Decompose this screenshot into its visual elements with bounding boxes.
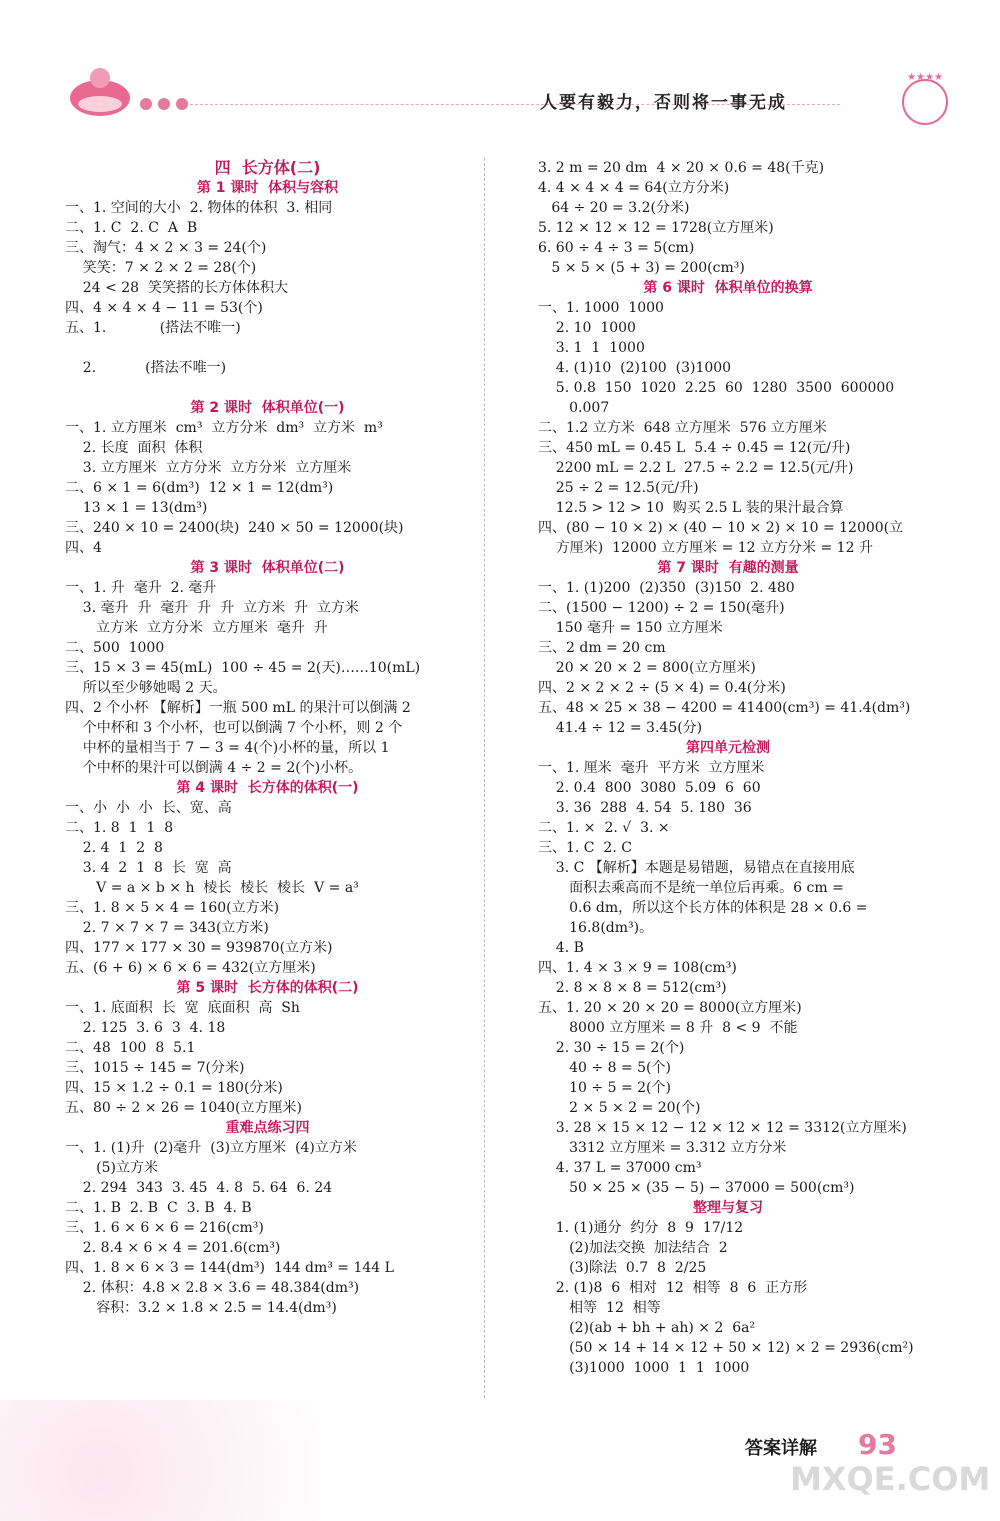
page-number: 93	[858, 1428, 897, 1461]
header-dots	[140, 95, 194, 114]
answer-line: 四、(80 − 10 × 2) × (40 − 10 × 2) × 10 = 12000(立	[538, 520, 904, 536]
answer-line: 容积：3.2 × 1.8 × 2.5 = 14.4(dm³)	[65, 1300, 337, 1316]
answer-line: 2. 8.4 × 6 × 4 = 201.6(cm³)	[65, 1240, 281, 1256]
answer-line: 5 × 5 × (5 + 3) = 200(cm³)	[538, 260, 745, 276]
answer-line: 2200 mL = 2.2 L 27.5 ÷ 2.2 = 12.5(元/升)	[538, 460, 854, 476]
answer-line: 二、1. B 2. B C 3. B 4. B	[65, 1200, 252, 1216]
answer-line: 相等 12 相等	[538, 1300, 661, 1316]
answer-line: 41.4 ÷ 12 = 3.45(分)	[538, 720, 703, 736]
answer-line: 五、1. (搭法不唯一)	[65, 320, 241, 336]
answer-line: 三、450 mL = 0.45 L 5.4 ÷ 0.45 = 12(元/升)	[538, 440, 851, 456]
watermark: MXQE.COM	[790, 1460, 991, 1498]
answer-line: 一、1. 空间的大小 2. 物体的体积 3. 相同	[65, 200, 333, 216]
section-heading: 第四单元检测	[686, 740, 770, 756]
answer-line: 二、1. × 2. √ 3. ×	[538, 820, 670, 836]
answer-line: 三、淘气：4 × 2 × 3 = 24(个)	[65, 240, 267, 256]
answer-line: 0.6 dm，所以这个长方体的体积是 28 × 0.6 =	[538, 900, 868, 916]
answer-line: 2. 30 ÷ 15 = 2(个)	[538, 1040, 685, 1056]
answer-line: 五、80 ÷ 2 × 26 = 1040(立方厘米)	[65, 1100, 302, 1116]
answer-line: 三、1. 6 × 6 × 6 = 216(cm³)	[65, 1220, 264, 1236]
section-heading: 第 5 课时 长方体的体积(二)	[176, 980, 359, 996]
answer-line: 3. 立方厘米 立方分米 立方分米 立方厘米	[65, 460, 352, 476]
answer-line: 2. (1)8 6 相对 12 相等 8 6 正方形	[538, 1280, 808, 1296]
answer-line: 所以至少够她喝 2 天。	[65, 680, 227, 696]
answer-line: 一、1. 厘米 毫升 平方米 立方厘米	[538, 760, 765, 776]
answer-line: 25 ÷ 2 = 12.5(元/升)	[538, 480, 699, 496]
answer-line: 3312 立方厘米 = 3.312 立方分米	[538, 1140, 787, 1156]
section-heading: 第 6 课时 体积单位的换算	[643, 280, 813, 296]
answer-line: 20 × 20 × 2 = 800(立方厘米)	[538, 660, 756, 676]
answer-line: (2)(ab + bh + ah) × 2 6a²	[538, 1320, 756, 1336]
answer-line: 2. 294 343 3. 45 4. 8 5. 64 6. 24	[65, 1180, 333, 1196]
left-column	[65, 158, 470, 1318]
answer-line: 二、500 1000	[65, 640, 165, 656]
answer-line: 3. 28 × 15 × 12 − 12 × 12 × 12 = 3312(立方厘米)	[538, 1120, 907, 1136]
answer-line: 1. (1)通分 约分 8 9 17/12	[538, 1220, 744, 1236]
answer-line: 一、1. 底面积 长 宽 底面积 高 Sh	[65, 1000, 300, 1016]
answer-line: 4. 37 L = 37000 cm³	[538, 1160, 702, 1176]
answer-line: (2)加法交换 加法结合 2	[538, 1240, 728, 1256]
section-heading: 第 4 课时 长方体的体积(一)	[176, 780, 359, 796]
answer-line: 四、1. 4 × 3 × 9 = 108(cm³)	[538, 960, 737, 976]
answer-line: 四、177 × 177 × 30 = 939870(立方米)	[65, 940, 333, 956]
answer-line: 二、(1500 − 1200) ÷ 2 = 150(毫升)	[538, 600, 785, 616]
answer-line: 10 ÷ 5 = 2(个)	[538, 1080, 671, 1096]
answer-line: 2. 4 1 2 8	[65, 840, 163, 856]
answer-line: 三、1. 8 × 5 × 4 = 160(立方米)	[65, 900, 280, 916]
answer-line: 四、1. 8 × 6 × 3 = 144(dm³) 144 dm³ = 144 L	[65, 1260, 394, 1276]
page-header	[0, 0, 1000, 140]
answer-line: 0.007	[538, 400, 610, 416]
section-heading: 第 2 课时 体积单位(一)	[190, 400, 345, 416]
answer-line: 中杯的量相当于 7 − 3 = 4(个)小杯的量，所以 1	[65, 740, 390, 756]
answer-line: 3. 4 2 1 8 长 宽 高	[65, 860, 232, 876]
column-divider	[484, 158, 485, 1398]
answer-line: 一、1. (1)200 (2)350 (3)150 2. 480	[538, 580, 795, 596]
answer-line: 三、240 × 10 = 2400(块) 240 × 50 = 12000(块)	[65, 520, 404, 536]
footer-label: 答案详解	[745, 1438, 817, 1459]
answer-line: 三、2 dm = 20 cm	[538, 640, 666, 656]
answer-line: 3. 2 m = 20 dm 4 × 20 × 0.6 = 48(千克)	[538, 160, 825, 176]
answer-line: 立方米 立方分米 立方厘米 毫升 升	[65, 620, 328, 636]
answer-line: 50 × 25 × (35 − 5) − 37000 = 500(cm³)	[538, 1180, 855, 1196]
answer-line: 个中杯的果汁可以倒满 4 ÷ 2 = 2(个)小杯。	[65, 760, 363, 776]
answer-line	[65, 338, 470, 358]
answer-line: 2. 10 1000	[538, 320, 636, 336]
answer-line: 面积去乘高而不是统一单位后再乘。6 cm =	[538, 880, 844, 896]
answer-line: 3. 毫升 升 毫升 升 升 立方米 升 立方米	[65, 600, 359, 616]
answer-line: 五、(6 + 6) × 6 × 6 = 432(立方厘米)	[65, 960, 316, 976]
section-heading: 四 长方体(二)	[214, 158, 321, 177]
answer-line: 五、1. 20 × 20 × 20 = 8000(立方厘米)	[538, 1000, 802, 1016]
section-heading: 第 3 课时 体积单位(二)	[190, 560, 345, 576]
answer-line: 一、1. 立方厘米 cm³ 立方分米 dm³ 立方米 m³	[65, 420, 383, 436]
answer-line: 5. 12 × 12 × 12 = 1728(立方厘米)	[538, 220, 774, 236]
answer-line: 3. 1 1 1000	[538, 340, 645, 356]
answer-line: 16.8(dm³)。	[538, 920, 654, 936]
answer-line: 3. 36 288 4. 54 5. 180 36	[538, 800, 752, 816]
answer-line: 三、1015 ÷ 145 = 7(分米)	[65, 1060, 245, 1076]
answer-line: 5. 0.8 150 1020 2.25 60 1280 3500 600000	[538, 380, 895, 396]
answer-line: 4. 4 × 4 × 4 = 64(立方分米)	[538, 180, 730, 196]
answer-line: 四、2 个小杯 【解析】一瓶 500 mL 的果汁可以倒满 2	[65, 700, 411, 716]
answer-line: (50 × 14 + 14 × 12 + 50 × 12) × 2 = 2936(cm²)	[538, 1340, 914, 1356]
answer-line: 8000 立方厘米 = 8 升 8 < 9 不能	[538, 1020, 798, 1036]
answer-line: 2. 0.4 800 3080 5.09 6 60	[538, 780, 761, 796]
answer-line: 三、15 × 3 = 45(mL) 100 ÷ 45 = 2(天)……10(mL)	[65, 660, 421, 676]
answer-line: 2. 7 × 7 × 7 = 343(立方米)	[65, 920, 269, 936]
answer-line: 四、15 × 1.2 ÷ 0.1 = 180(分米)	[65, 1080, 283, 1096]
answer-line: 12.5 > 12 > 10 购买 2.5 L 装的果汁最合算	[538, 500, 844, 516]
answer-line: 二、1.2 立方米 648 立方厘米 576 立方厘米	[538, 420, 827, 436]
section-heading: 第 1 课时 体积与容积	[196, 180, 339, 196]
answer-line: (3)1000 1000 1 1 1000	[538, 1360, 750, 1376]
answer-line: 2. 长度 面积 体积	[65, 440, 203, 456]
corner-stamp-icon	[890, 68, 960, 128]
answer-line: 一、1. 1000 1000	[538, 300, 664, 316]
answer-line: 二、48 100 8 5.1	[65, 1040, 196, 1056]
section-heading: 第 7 课时 有趣的测量	[657, 560, 799, 576]
answer-line: 40 ÷ 8 = 5(个)	[538, 1060, 671, 1076]
answer-line: 2. (搭法不唯一)	[65, 360, 227, 376]
answer-line: 2 × 5 × 2 = 20(个)	[538, 1100, 701, 1116]
answer-line: 2. 125 3. 6 3 4. 18	[65, 1020, 226, 1036]
section-heading: 重难点练习四	[225, 1120, 310, 1136]
answer-line: 6. 60 ÷ 4 ÷ 3 = 5(cm)	[538, 240, 695, 256]
answer-line: 150 毫升 = 150 立方厘米	[538, 620, 723, 636]
answer-line: 4. B	[538, 940, 584, 956]
answer-line: 笑笑：7 × 2 × 2 = 28(个)	[65, 260, 257, 276]
answer-line: 2. 体积：4.8 × 2.8 × 3.6 = 48.384(dm³)	[65, 1280, 360, 1296]
answer-line: 13 × 1 = 13(dm³)	[65, 500, 208, 516]
answer-line: 四、2 × 2 × 2 ÷ (5 × 4) = 0.4(分米)	[538, 680, 786, 696]
answer-line: 2. 8 × 8 × 8 = 512(cm³)	[538, 980, 727, 996]
answer-line: 二、1. 8 1 1 8	[65, 820, 174, 836]
answer-line: 一、1. 升 毫升 2. 毫升	[65, 580, 217, 596]
right-column	[538, 158, 918, 1378]
answer-line: 四、4	[65, 540, 102, 556]
answer-line: (5)立方米	[65, 1160, 158, 1176]
svg-text:★★★★: ★★★★	[907, 72, 943, 83]
answer-line: 3. C 【解析】本题是易错题，易错点在直接用底	[538, 860, 855, 876]
answer-line: 4. (1)10 (2)100 (3)1000	[538, 360, 732, 376]
mascot-logo-icon	[60, 60, 140, 120]
answer-line: 24 < 28 笑笑搭的长方体体积大	[65, 280, 288, 296]
answer-line: 方厘米) 12000 立方厘米 = 12 立方分米 = 12 升	[538, 540, 873, 556]
header-motto: 人要有毅力，否则将一事无成	[540, 93, 787, 113]
background-decoration	[0, 1400, 500, 1521]
answer-line: V = a × b × h 棱长 棱长 棱长 V = a³	[65, 880, 359, 896]
section-heading: 整理与复习	[693, 1200, 763, 1216]
answer-line: 二、6 × 1 = 6(dm³) 12 × 1 = 12(dm³)	[65, 480, 334, 496]
answer-line: 三、1. C 2. C	[538, 840, 632, 856]
answer-line: 四、4 × 4 × 4 − 11 = 53(个)	[65, 300, 263, 316]
answer-line: 二、1. C 2. C A B	[65, 220, 198, 236]
answer-line: 64 ÷ 20 = 3.2(分米)	[538, 200, 690, 216]
answer-line: 一、小 小 小 长、宽、高	[65, 800, 232, 816]
answer-line: (3)除法 0.7 8 2/25	[538, 1260, 707, 1276]
answer-line: 五、48 × 25 × 38 − 4200 = 41400(cm³) = 41.4(dm³)	[538, 700, 911, 716]
answer-line	[65, 378, 470, 398]
answer-line: 一、1. (1)升 (2)毫升 (3)立方厘米 (4)立方米	[65, 1140, 357, 1156]
answer-line: 个中杯和 3 个小杯，也可以倒满 7 个小杯，则 2 个	[65, 720, 403, 736]
